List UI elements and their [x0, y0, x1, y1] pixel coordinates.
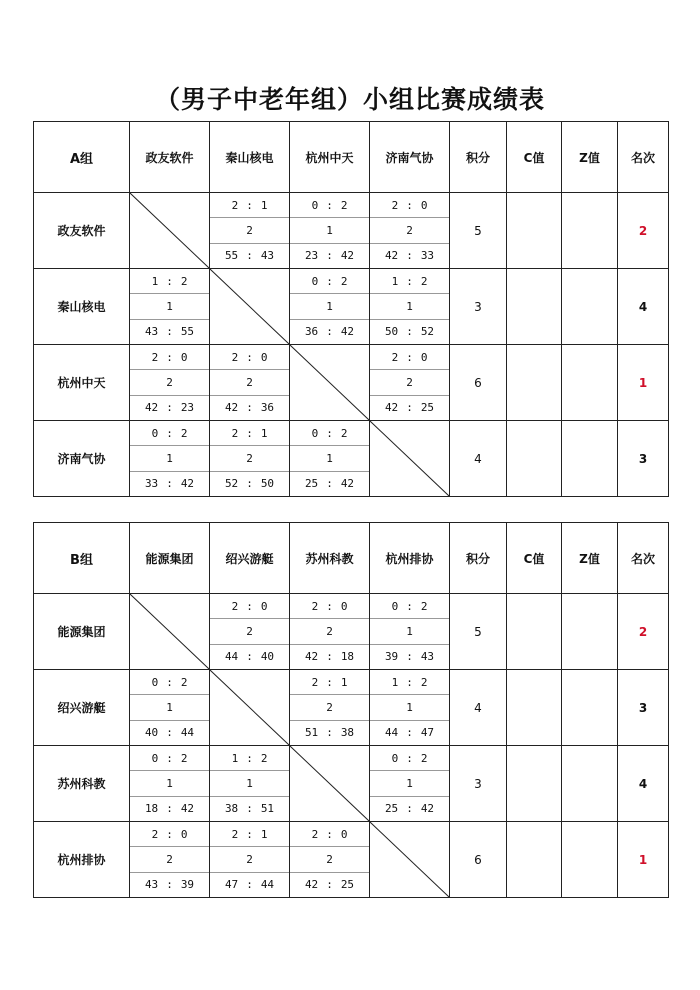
row-team-name: 苏州科教: [34, 746, 130, 822]
rally-score: 42 : 23: [144, 401, 195, 415]
match-points: 2: [370, 370, 449, 395]
points-value: 6: [450, 345, 507, 421]
match-points: 2: [370, 218, 449, 243]
diagonal-cell: [290, 746, 370, 822]
rally-score: 42 : 25: [304, 878, 355, 892]
match-points: 1: [130, 446, 209, 471]
rally-score: 50 : 52: [384, 325, 435, 339]
match-result-cell: [290, 822, 370, 898]
match-result-cell: [370, 269, 450, 345]
match-result-cell: [210, 594, 290, 670]
header-row: [34, 523, 669, 594]
rally-score: 55 : 43: [224, 249, 275, 263]
rally-score: 38 : 51: [224, 802, 275, 816]
set-score: 2 : 0: [130, 345, 209, 370]
match-points: 2: [210, 847, 289, 872]
z-value: [562, 822, 618, 898]
points-value: 3: [450, 746, 507, 822]
set-score: 1 : 2: [210, 746, 289, 771]
match-result-cell: [290, 670, 370, 746]
row-team-name: 能源集团: [34, 594, 130, 670]
table-row: [34, 822, 669, 898]
z-value-header: Z值: [562, 523, 618, 594]
set-score: 0 : 2: [370, 594, 449, 619]
set-score: 2 : 1: [290, 670, 369, 695]
rally-score: 18 : 42: [144, 802, 195, 816]
match-result-cell: [210, 822, 290, 898]
rally-score: 51 : 38: [304, 726, 355, 740]
set-score: 1 : 2: [370, 269, 449, 294]
rank-value: 3: [618, 421, 669, 497]
rally-score: 47 : 44: [224, 878, 275, 892]
rally-score: 25 : 42: [384, 802, 435, 816]
diagonal-cell: [130, 594, 210, 670]
set-score: 2 : 1: [210, 421, 289, 446]
diagonal-cell: [210, 670, 290, 746]
z-value: [562, 670, 618, 746]
table-row: [34, 746, 669, 822]
rally-score: 25 : 42: [304, 477, 355, 491]
row-team-name: 秦山核电: [34, 269, 130, 345]
set-score: 2 : 0: [210, 594, 289, 619]
rally-score: 33 : 42: [144, 477, 195, 491]
column-team-header: 杭州排协: [370, 523, 450, 594]
match-points: 1: [370, 695, 449, 720]
rank-header: 名次: [618, 523, 669, 594]
rank-value: 2: [618, 193, 669, 269]
points-header: 积分: [450, 523, 507, 594]
match-points: 2: [130, 370, 209, 395]
rank-value: 4: [618, 746, 669, 822]
match-points: 2: [210, 370, 289, 395]
match-points: 1: [290, 446, 369, 471]
group-a-table: [33, 121, 669, 497]
page-title: （男子中老年组）小组比赛成绩表: [154, 85, 545, 114]
match-points: 1: [130, 771, 209, 796]
column-team-header: 苏州科教: [290, 523, 370, 594]
match-result-cell: [210, 193, 290, 269]
rally-score: 42 : 25: [384, 401, 435, 415]
rank-value: 1: [618, 345, 669, 421]
rally-score: 43 : 55: [144, 325, 195, 339]
column-team-header: 杭州中天: [290, 122, 370, 193]
match-result-cell: [210, 421, 290, 497]
set-score: 2 : 1: [210, 193, 289, 218]
group-name: A组: [34, 122, 130, 193]
match-points: 2: [290, 847, 369, 872]
c-value: [507, 421, 562, 497]
group-b-table: [33, 522, 669, 898]
points-value: 5: [450, 193, 507, 269]
match-result-cell: [130, 421, 210, 497]
column-team-header: 绍兴游艇: [210, 523, 290, 594]
match-result-cell: [210, 345, 290, 421]
z-value: [562, 421, 618, 497]
z-value: [562, 269, 618, 345]
points-value: 4: [450, 670, 507, 746]
match-result-cell: [130, 746, 210, 822]
match-points: 2: [210, 619, 289, 644]
table-row: [34, 594, 669, 670]
match-result-cell: [130, 670, 210, 746]
match-points: 2: [210, 446, 289, 471]
set-score: 2 : 1: [210, 822, 289, 847]
z-value: [562, 345, 618, 421]
match-points: 2: [130, 847, 209, 872]
points-header: 积分: [450, 122, 507, 193]
z-value: [562, 746, 618, 822]
set-score: 2 : 0: [130, 822, 209, 847]
rally-score: 42 : 36: [224, 401, 275, 415]
match-result-cell: [370, 193, 450, 269]
match-points: 2: [290, 619, 369, 644]
row-team-name: 绍兴游艇: [34, 670, 130, 746]
set-score: 1 : 2: [370, 670, 449, 695]
row-team-name: 济南气协: [34, 421, 130, 497]
diagonal-cell: [210, 269, 290, 345]
match-result-cell: [370, 746, 450, 822]
match-points: 1: [370, 771, 449, 796]
c-value-header: C值: [507, 523, 562, 594]
rank-value: 3: [618, 670, 669, 746]
match-points: 1: [370, 294, 449, 319]
rally-score: 44 : 47: [384, 726, 435, 740]
column-team-header: 济南气协: [370, 122, 450, 193]
points-value: 4: [450, 421, 507, 497]
match-result-cell: [290, 421, 370, 497]
column-team-header: 能源集团: [130, 523, 210, 594]
set-score: 0 : 2: [290, 193, 369, 218]
set-score: 2 : 0: [210, 345, 289, 370]
match-result-cell: [370, 670, 450, 746]
table-row: [34, 193, 669, 269]
c-value: [507, 670, 562, 746]
column-team-header: 政友软件: [130, 122, 210, 193]
rally-score: 44 : 40: [224, 650, 275, 664]
rank-value: 2: [618, 594, 669, 670]
rank-value: 1: [618, 822, 669, 898]
table-row: [34, 345, 669, 421]
table-row: [34, 269, 669, 345]
rank-value: 4: [618, 269, 669, 345]
header-row: [34, 122, 669, 193]
c-value-header: C值: [507, 122, 562, 193]
c-value: [507, 594, 562, 670]
row-team-name: 杭州排协: [34, 822, 130, 898]
match-points: 1: [290, 294, 369, 319]
match-result-cell: [370, 594, 450, 670]
set-score: 0 : 2: [370, 746, 449, 771]
z-value-header: Z值: [562, 122, 618, 193]
set-score: 0 : 2: [130, 421, 209, 446]
rally-score: 39 : 43: [384, 650, 435, 664]
table-row: [34, 421, 669, 497]
diagonal-cell: [370, 822, 450, 898]
match-points: 1: [130, 695, 209, 720]
c-value: [507, 822, 562, 898]
c-value: [507, 269, 562, 345]
match-result-cell: [130, 822, 210, 898]
match-points: 1: [370, 619, 449, 644]
diagonal-cell: [370, 421, 450, 497]
diagonal-cell: [130, 193, 210, 269]
z-value: [562, 193, 618, 269]
points-value: 6: [450, 822, 507, 898]
column-team-header: 秦山核电: [210, 122, 290, 193]
row-team-name: 杭州中天: [34, 345, 130, 421]
match-points: 2: [210, 218, 289, 243]
c-value: [507, 746, 562, 822]
match-points: 1: [130, 294, 209, 319]
rally-score: 42 : 33: [384, 249, 435, 263]
match-points: 2: [290, 695, 369, 720]
rally-score: 23 : 42: [304, 249, 355, 263]
rally-score: 40 : 44: [144, 726, 195, 740]
set-score: 0 : 2: [290, 269, 369, 294]
match-result-cell: [370, 345, 450, 421]
set-score: 2 : 0: [370, 193, 449, 218]
c-value: [507, 193, 562, 269]
set-score: 1 : 2: [130, 269, 209, 294]
match-result-cell: [210, 746, 290, 822]
match-result-cell: [290, 269, 370, 345]
match-result-cell: [130, 345, 210, 421]
diagonal-cell: [290, 345, 370, 421]
table-row: [34, 670, 669, 746]
rank-header: 名次: [618, 122, 669, 193]
z-value: [562, 594, 618, 670]
set-score: 2 : 0: [290, 822, 369, 847]
set-score: 0 : 2: [290, 421, 369, 446]
set-score: 0 : 2: [130, 746, 209, 771]
c-value: [507, 345, 562, 421]
set-score: 2 : 0: [370, 345, 449, 370]
row-team-name: 政友软件: [34, 193, 130, 269]
match-points: 1: [210, 771, 289, 796]
match-result-cell: [130, 269, 210, 345]
match-result-cell: [290, 594, 370, 670]
rally-score: 42 : 18: [304, 650, 355, 664]
rally-score: 36 : 42: [304, 325, 355, 339]
set-score: 2 : 0: [290, 594, 369, 619]
points-value: 5: [450, 594, 507, 670]
rally-score: 43 : 39: [144, 878, 195, 892]
points-value: 3: [450, 269, 507, 345]
match-points: 1: [290, 218, 369, 243]
rally-score: 52 : 50: [224, 477, 275, 491]
match-result-cell: [290, 193, 370, 269]
group-name: B组: [34, 523, 130, 594]
set-score: 0 : 2: [130, 670, 209, 695]
